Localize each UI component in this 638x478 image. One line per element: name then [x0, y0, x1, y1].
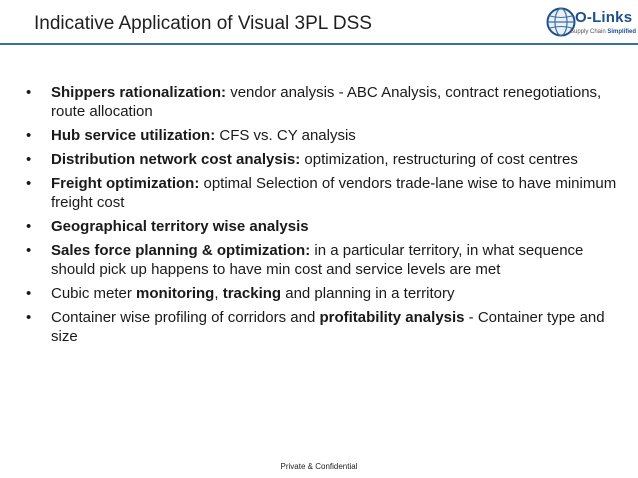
list-item-text: optimization, restructuring of cost centres: [300, 151, 578, 168]
bullet-glyph: •: [26, 218, 32, 235]
footer-text: Private & Confidential: [280, 462, 358, 471]
list-item-text: in a particular territory, in what sequence should pick up happens to have min cost and service levels are met: [51, 242, 584, 278]
list-item-bold: Freight optimization:: [51, 175, 200, 192]
bullet-glyph: •: [26, 127, 32, 144]
list-item-bold: Shippers rationalization:: [51, 84, 227, 101]
logo-tagline-emphasis: Simplified: [607, 29, 637, 35]
list-item-bold: Distribution network cost analysis:: [51, 151, 301, 168]
list-item-text: vendor analysis - ABC Analysis, contract renegotiations, route allocation: [51, 84, 602, 120]
company-logo: [546, 7, 637, 41]
list-item-bold: tracking: [222, 285, 282, 302]
list-item-text: optimal Selection of vendors trade-lane wise to have minimum freight cost: [51, 175, 617, 211]
list-item-bold: Hub service utilization:: [51, 127, 216, 144]
bullet-glyph: •: [26, 242, 32, 259]
logo-tagline: [570, 29, 636, 35]
list-item-bold: Sales force planning & optimization:: [51, 242, 311, 259]
bullet-glyph: •: [26, 285, 32, 302]
bullet-list: [26, 83, 626, 351]
list-item: [26, 150, 626, 169]
logo-tagline-prefix: Supply Chain: [570, 29, 608, 35]
bullet-glyph: •: [26, 309, 32, 326]
list-item-bold: monitoring: [136, 285, 215, 302]
page-title: Indicative Application of Visual 3PL DSS: [34, 13, 372, 34]
list-item-text: Cubic meter: [51, 285, 137, 302]
list-item: [26, 83, 626, 121]
list-item: [26, 126, 626, 145]
list-item: [26, 241, 626, 279]
logo-name: O-Links: [575, 9, 633, 26]
list-item-text: ,: [214, 285, 223, 302]
bullet-glyph: •: [26, 175, 32, 192]
list-item-text: - Container type and size: [51, 309, 605, 345]
bullet-glyph: •: [26, 151, 32, 168]
list-item: [26, 174, 626, 212]
list-item-text: CFS vs. CY analysis: [215, 127, 356, 144]
list-item: [26, 217, 626, 236]
bullet-glyph: •: [26, 84, 32, 101]
list-item-bold: profitability analysis: [319, 309, 465, 326]
list-item-bold: Geographical territory wise analysis: [51, 218, 309, 235]
title-divider: [0, 43, 638, 45]
list-item: [26, 284, 626, 303]
list-item: [26, 308, 626, 346]
list-item-text: Container wise profiling of corridors and: [51, 309, 320, 326]
list-item-text: and planning in a territory: [281, 285, 455, 302]
